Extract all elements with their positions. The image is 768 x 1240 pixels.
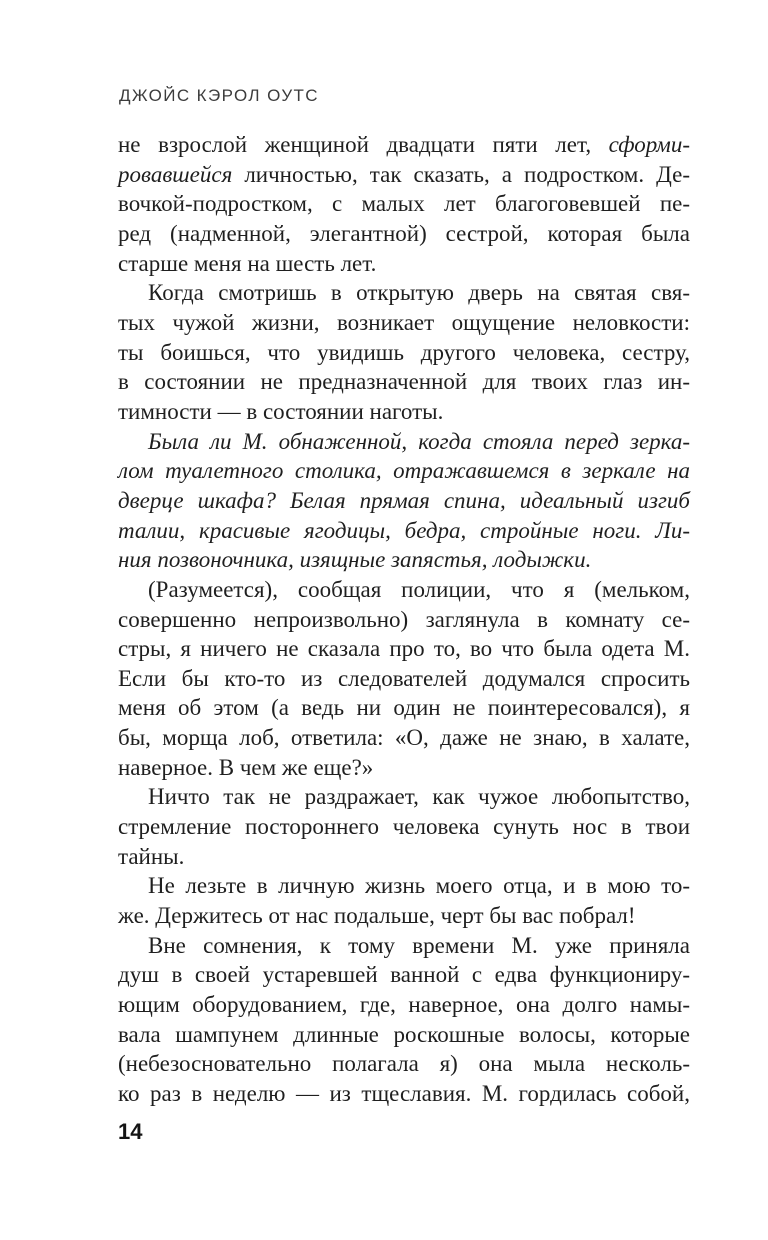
text-line: в состоянии не предназначенной для твоих глаз ин- [118, 369, 690, 395]
text-line: вала шампунем длинные роскошные волосы, которые [118, 1021, 690, 1047]
paragraph [118, 931, 690, 1109]
text-line: ния позвоночника, изящные запястья, лодыжки. [118, 547, 592, 573]
text-line: стры, я ничего не сказала про то, во что была одета М. [118, 636, 690, 662]
text-line: (Разумеется), сообщая полиции, что я (мельком, [148, 576, 690, 602]
paragraph [118, 278, 690, 426]
body-text [118, 130, 690, 1109]
paragraph [118, 782, 690, 871]
text-line: ред (надменной, элегантной) сестрой, которая была [118, 220, 690, 246]
text-line: ко раз в неделю — из тщеславия. М. гордилась собой, [118, 1081, 690, 1106]
text-line: (небезосновательно полагала я) она мыла несколь- [118, 1051, 690, 1077]
text-line: Была ли М. обнаженной, когда стояла перед зерка- [148, 428, 690, 454]
text-line: стремление постороннего человека сунуть нос в твои [118, 814, 690, 840]
text-line: меня об этом (а ведь ни один не поинтересовался), я [118, 695, 690, 721]
text-line: Не лезьте в личную жизнь моего отца, и в мою то- [148, 873, 690, 899]
text-line: наверное. В чем же еще?» [118, 754, 374, 780]
page-number: 14 [118, 1119, 143, 1144]
text-line: дверце шкафа? Белая прямая спина, идеальный изгиб [118, 487, 690, 513]
running-head: ДЖОЙС КЭРОЛ ОУТС [119, 86, 319, 105]
text-line: талии, красивые ягодицы, бедра, стройные ноги. Ли- [118, 517, 690, 543]
text-line: ровавшейся личностью, так сказать, а подростком. Де- [118, 161, 690, 187]
text-line: Ничто так не раздражает, как чужое любопытство, [148, 784, 690, 810]
text-line: старше меня на шесть лет. [118, 250, 377, 276]
text-line: ты боишься, что увидишь другого человека, сестру, [118, 339, 690, 365]
paragraph [118, 130, 690, 278]
text-line: совершенно непроизвольно) заглянула в комнату се- [118, 606, 690, 632]
text-line: лом туалетного столика, отражавшемся в зеркале на [118, 458, 690, 484]
paragraph [118, 575, 690, 783]
text-line: Вне сомнения, к тому времени М. уже приняла [148, 932, 690, 958]
text-line: ющим оборудованием, где, наверное, она долго намы- [118, 992, 690, 1018]
text-line: Когда смотришь в открытую дверь на святая свя- [148, 280, 690, 306]
text-line: тых чужой жизни, возникает ощущение неловкости: [118, 309, 690, 335]
text-line: вочкой-подростком, с малых лет благоговевшей пе- [118, 191, 690, 217]
text-line: тимности — в состоянии наготы. [118, 398, 444, 424]
paragraph [118, 427, 690, 575]
text-line: Если бы кто-то из следователей додумался спросить [118, 665, 690, 691]
text-line: не взрослой женщиной двадцати пяти лет, сформи- [118, 132, 690, 157]
text-line: тайны. [118, 843, 185, 869]
text-line: душ в своей устаревшей ванной с едва функциониру- [118, 962, 690, 988]
paragraph [118, 871, 690, 930]
text-line: бы, морща лоб, ответила: «О, даже не знаю, в халате, [118, 725, 690, 751]
text-line: же. Держитесь от нас подальше, черт бы вас побрал! [118, 903, 636, 929]
